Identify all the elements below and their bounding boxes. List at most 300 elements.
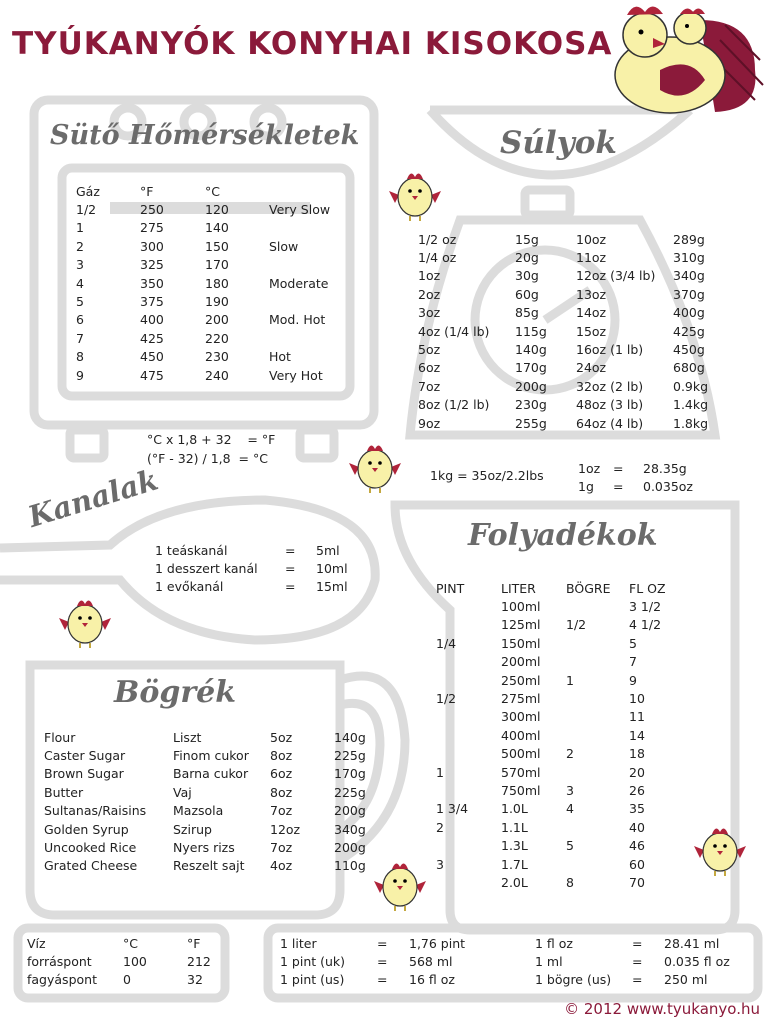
cups-row-cell: Caster Sugar: [44, 748, 126, 764]
liquids-row-cell: [436, 708, 501, 726]
liquids-row-cell: 750ml: [501, 782, 541, 798]
weights-conv-row: [578, 459, 703, 477]
liquids-row-cell: [436, 781, 501, 799]
liquids-row-cell: 11: [629, 709, 645, 725]
hen-with-chick-icon: [605, 0, 765, 120]
spoons-row-cell: 5ml: [316, 542, 340, 558]
cups-row: [44, 783, 374, 801]
oven-row: [76, 292, 359, 310]
weights-row: [418, 304, 713, 322]
cups-row-cell: 200g: [334, 803, 366, 819]
liquids-row: [436, 616, 674, 634]
chick-icon: [55, 592, 115, 652]
oven-row: [76, 348, 359, 366]
liquids-row-cell: 35: [629, 801, 645, 817]
oven-header-row-cell: [269, 182, 359, 200]
weights-row-cell: 8oz (1/2 lb): [418, 397, 490, 413]
cups-row-cell: Butter: [44, 784, 84, 800]
copyright-footer: © 2012 www.tyukanyo.hu: [564, 1000, 760, 1018]
water-row-cell: fagyáspont: [27, 972, 97, 988]
kg-note: 1kg = 35oz/2.2lbs: [430, 468, 544, 483]
cups-row-cell: 8oz: [270, 748, 293, 764]
weights-row-cell: 11oz: [576, 250, 607, 266]
cups-row-cell: Barna cukor: [173, 766, 249, 782]
weights-row-cell: 5oz: [418, 342, 441, 358]
weights-row-cell: 2oz: [418, 286, 441, 302]
weights-row-cell: 9oz: [418, 415, 441, 431]
liquids-row-cell: 125ml: [501, 617, 541, 633]
weights-row-cell: 85g: [515, 305, 539, 321]
oven-row: [76, 329, 359, 347]
liquids-row: [436, 653, 674, 671]
oven-header-row-cell: °C: [205, 183, 220, 199]
liquids-row-cell: 2: [566, 746, 574, 762]
oven-table: [76, 182, 359, 384]
oven-row-cell: 170: [205, 257, 229, 273]
oven-row-cell: 475: [140, 367, 164, 383]
volume-row: [280, 934, 744, 952]
spoons-row: [155, 541, 356, 559]
weights-row-cell: 13oz: [576, 286, 607, 302]
spoons-row-cell: =: [285, 561, 296, 577]
liquids-row-cell: [436, 836, 501, 854]
liquids-row: [436, 818, 674, 836]
liquids-row-cell: 3 1/2: [629, 599, 662, 615]
liquids-row-cell: [566, 689, 629, 707]
spoons-row: [155, 578, 356, 596]
spoons-table: [155, 541, 356, 596]
oven-row-cell: Mod. Hot: [269, 312, 326, 328]
cups-row-cell: Brown Sugar: [44, 766, 124, 782]
weights-row-cell: 32oz (2 lb): [576, 378, 644, 394]
volume-row-cell: 568 ml: [409, 954, 453, 970]
water-row-cell: 212: [187, 954, 211, 970]
spoons-row: [155, 559, 356, 577]
weights-row-cell: 7oz: [418, 378, 441, 394]
volume-row-cell: 1 fl oz: [535, 935, 573, 951]
weights-row: [418, 322, 713, 340]
liquids-row-cell: 8: [566, 874, 574, 890]
cups-row-cell: 140g: [334, 729, 366, 745]
liquids-row-cell: 1.3L: [501, 838, 528, 854]
cups-row-cell: 6oz: [270, 766, 293, 782]
oven-row-cell: 180: [205, 275, 229, 291]
weights-row-cell: 170g: [515, 360, 547, 376]
liquids-row-cell: 1.1L: [501, 819, 528, 835]
liquids-row-cell: 2: [436, 819, 444, 835]
cups-row-cell: Flour: [44, 729, 76, 745]
weights-row-cell: 115g: [515, 323, 547, 339]
liquids-row-cell: 570ml: [501, 764, 541, 780]
oven-row-cell: 4: [76, 275, 84, 291]
cups-row-cell: Grated Cheese: [44, 858, 138, 874]
liquids-row-cell: 1 3/4: [436, 801, 469, 817]
liquids-header-row-cell: FL OZ: [629, 580, 666, 596]
oven-row-cell: 190: [205, 294, 229, 310]
liquids-row-cell: [566, 855, 629, 873]
cups-row: [44, 857, 374, 875]
weights-row-cell: 289g: [673, 231, 705, 247]
volume-row-cell: =: [377, 935, 388, 951]
weights-row-cell: 0.9kg: [673, 378, 709, 394]
liquids-row-cell: 26: [629, 782, 645, 798]
liquids-row-cell: [566, 634, 629, 652]
cups-row-cell: Reszelt sajt: [173, 858, 245, 874]
liquids-heading: Folyadékok: [468, 518, 658, 553]
oven-row-cell: 5: [76, 294, 84, 310]
oven-header-row-cell: °F: [140, 183, 154, 199]
weights-conv-row-cell: 28.35g: [643, 460, 687, 476]
liquids-row-cell: 250ml: [501, 672, 541, 688]
spoons-row-cell: =: [285, 542, 296, 558]
water-row: [27, 952, 217, 970]
weights-conv-row-cell: 1g: [578, 479, 594, 495]
volume-row-cell: 28.41 ml: [664, 935, 720, 951]
liquids-row-cell: [566, 763, 629, 781]
volume-row-cell: 1 ml: [535, 954, 563, 970]
liquids-row-cell: 7: [629, 654, 637, 670]
weights-row-cell: 15g: [515, 231, 539, 247]
volume-row-cell: 1,76 pint: [409, 935, 466, 951]
spoons-row-cell: 1 evőkanál: [155, 579, 224, 595]
liquids-row-cell: 5: [566, 838, 574, 854]
oven-row-cell: 200: [205, 312, 229, 328]
water-row-cell: 0: [123, 972, 131, 988]
cups-row-cell: Golden Syrup: [44, 821, 129, 837]
chick-icon: [690, 820, 750, 880]
weights-row-cell: 255g: [515, 415, 547, 431]
liquids-row-cell: 46: [629, 838, 645, 854]
liquids-row: [436, 873, 674, 891]
oven-header-row-cell: Gáz: [76, 183, 100, 199]
volume-row-cell: 1 pint (us): [280, 972, 345, 988]
liquids-row-cell: 4 1/2: [629, 617, 662, 633]
water-row-cell: Víz: [27, 935, 46, 951]
weights-row-cell: 60g: [515, 286, 539, 302]
water-table: [27, 934, 217, 989]
weights-row-cell: 1oz: [418, 268, 441, 284]
cups-row-cell: 12oz: [270, 821, 301, 837]
cups-row-cell: 225g: [334, 784, 366, 800]
weights-row-cell: 4oz (1/4 lb): [418, 323, 490, 339]
liquids-row-cell: [436, 726, 501, 744]
cups-row-cell: 110g: [334, 858, 366, 874]
water-row: [27, 971, 217, 989]
spoons-row-cell: 1 teáskanál: [155, 542, 228, 558]
oven-row-cell: [269, 329, 359, 347]
volume-row-cell: =: [377, 954, 388, 970]
weights-row-cell: 140g: [515, 342, 547, 358]
cups-row: [44, 802, 374, 820]
liquids-row-cell: 60: [629, 856, 645, 872]
weights-row-cell: 24oz: [576, 360, 607, 376]
weights-heading: Súlyok: [500, 125, 617, 161]
oven-row-cell: 6: [76, 312, 84, 328]
oven-heading: Sütő Hőmérsékletek: [50, 120, 360, 151]
cups-row-cell: Nyers rizs: [173, 840, 235, 856]
weights-row: [418, 396, 713, 414]
weights-row: [418, 285, 713, 303]
liquids-row-cell: 1: [566, 672, 574, 688]
oven-row-cell: 250: [140, 202, 164, 218]
oven-header-row: [76, 182, 359, 200]
oven-row: [76, 366, 359, 384]
water-row-cell: 100: [123, 954, 147, 970]
oven-row-cell: 120: [205, 202, 229, 218]
cups-row-cell: Liszt: [173, 729, 202, 745]
oven-row-cell: 1/2: [76, 202, 97, 218]
liquids-row: [436, 745, 674, 763]
liquids-row-cell: 100ml: [501, 599, 541, 615]
weights-conv-row-cell: =: [613, 460, 624, 476]
liquids-row-cell: 70: [629, 874, 645, 890]
weights-row-cell: 340g: [673, 268, 705, 284]
water-row-cell: 32: [187, 972, 203, 988]
oven-row-cell: Very Hot: [269, 367, 323, 383]
weights-row-cell: 370g: [673, 286, 705, 302]
weights-row: [418, 267, 713, 285]
oven-row-cell: 1: [76, 220, 84, 236]
volume-row-cell: 250 ml: [664, 972, 708, 988]
weights-row-cell: 1.4kg: [673, 397, 709, 413]
cups-row-cell: 200g: [334, 840, 366, 856]
weights-row-cell: 6oz: [418, 360, 441, 376]
oven-row-cell: 9: [76, 367, 84, 383]
weights-row-cell: 10oz: [576, 231, 607, 247]
cups-row: [44, 765, 374, 783]
liquids-table: [436, 579, 674, 892]
formula-f-to-c: (°F - 32) / 1,8 = °C: [147, 451, 268, 466]
weights-row: [418, 230, 713, 248]
oven-row: [76, 256, 359, 274]
weights-row-cell: 15oz: [576, 323, 607, 339]
cups-row-cell: 8oz: [270, 784, 293, 800]
liquids-row-cell: 275ml: [501, 691, 541, 707]
liquids-row: [436, 634, 674, 652]
weights-row-cell: 20g: [515, 250, 539, 266]
cups-row-cell: 170g: [334, 766, 366, 782]
liquids-row: [436, 763, 674, 781]
formula-c-to-f: °C x 1,8 + 32 = °F: [147, 432, 276, 447]
liquids-row: [436, 855, 674, 873]
weights-row: [418, 340, 713, 358]
volume-row-cell: =: [632, 954, 643, 970]
chick-icon: [345, 437, 405, 497]
cups-row: [44, 820, 374, 838]
weights-row-cell: 14oz: [576, 305, 607, 321]
volume-table: [280, 934, 744, 989]
liquids-row-cell: [566, 708, 629, 726]
oven-row: [76, 219, 359, 237]
liquids-row-cell: 3: [436, 856, 444, 872]
oven-row-cell: 7: [76, 330, 84, 346]
water-row: [27, 934, 217, 952]
liquids-row: [436, 800, 674, 818]
oven-row-cell: 240: [205, 367, 229, 383]
liquids-row-cell: 1: [436, 764, 444, 780]
oven-row-cell: 325: [140, 257, 164, 273]
liquids-row-cell: 4: [566, 801, 574, 817]
cups-row: [44, 746, 374, 764]
oven-row-cell: 3: [76, 257, 84, 273]
oven-row-cell: [269, 219, 359, 237]
liquids-row-cell: [436, 653, 501, 671]
cups-row-cell: 7oz: [270, 803, 293, 819]
oven-row-cell: 275: [140, 220, 164, 236]
weights-row-cell: 450g: [673, 342, 705, 358]
weights-row: [418, 248, 713, 266]
oven-row-cell: 425: [140, 330, 164, 346]
liquids-row-cell: 1/4: [436, 635, 457, 651]
oven-row-cell: 375: [140, 294, 164, 310]
cups-row-cell: Uncooked Rice: [44, 840, 137, 856]
cups-row-cell: 4oz: [270, 858, 293, 874]
chick-icon: [385, 165, 445, 225]
liquids-row-cell: 150ml: [501, 635, 541, 651]
liquids-row-cell: 40: [629, 819, 645, 835]
weights-row: [418, 377, 713, 395]
liquids-row-cell: 400ml: [501, 727, 541, 743]
weights-row-cell: 3oz: [418, 305, 441, 321]
oven-row-cell: Moderate: [269, 275, 329, 291]
liquids-row-cell: 200ml: [501, 654, 541, 670]
liquids-header-row-cell: LITER: [501, 580, 536, 596]
cups-row-cell: Vaj: [173, 784, 192, 800]
volume-row-cell: 1 liter: [280, 935, 317, 951]
weights-row-cell: 16oz (1 lb): [576, 342, 644, 358]
cups-row-cell: 225g: [334, 748, 366, 764]
cups-row-cell: Szirup: [173, 821, 212, 837]
liquids-row-cell: 14: [629, 727, 645, 743]
oven-row: [76, 200, 359, 218]
weights-row-cell: 30g: [515, 268, 539, 284]
liquids-row: [436, 689, 674, 707]
oven-row-cell: 450: [140, 349, 164, 365]
liquids-row-cell: 5: [629, 635, 637, 651]
liquids-row-cell: 2.0L: [501, 874, 528, 890]
spoons-row-cell: =: [285, 579, 296, 595]
volume-row-cell: 16 fl oz: [409, 972, 455, 988]
cups-row-cell: Finom cukor: [173, 748, 249, 764]
liquids-row-cell: 300ml: [501, 709, 541, 725]
liquids-row-cell: 1.0L: [501, 801, 528, 817]
volume-row-cell: 0.035 fl oz: [664, 954, 730, 970]
volume-row-cell: =: [632, 972, 643, 988]
liquids-row-cell: [436, 873, 501, 891]
cups-row-cell: 7oz: [270, 840, 293, 856]
page-title: TYÚKANYÓK KONYHAI KISOKOSA: [12, 26, 613, 62]
water-row-cell: forráspont: [27, 954, 92, 970]
liquids-row: [436, 597, 674, 615]
spoons-row-cell: 15ml: [316, 579, 348, 595]
weights-table: [418, 230, 713, 432]
liquids-header-row-cell: PINT: [436, 580, 465, 596]
liquids-row-cell: 1.7L: [501, 856, 528, 872]
spoons-row-cell: 1 desszert kanál: [155, 561, 258, 577]
liquids-row-cell: 3: [566, 782, 574, 798]
liquids-row: [436, 671, 674, 689]
liquids-row-cell: 1/2: [436, 691, 457, 707]
liquids-row-cell: [436, 671, 501, 689]
weights-row-cell: 200g: [515, 378, 547, 394]
oven-row-cell: [269, 256, 359, 274]
oven-row-cell: 150: [205, 238, 229, 254]
spoons-heading: Kanalak: [24, 462, 162, 534]
oven-row-cell: Very Slow: [269, 202, 331, 218]
liquids-row-cell: [566, 818, 629, 836]
weights-row: [418, 414, 713, 432]
weights-row-cell: 425g: [673, 323, 705, 339]
weights-row-cell: 680g: [673, 360, 705, 376]
weights-row-cell: 12oz (3/4 lb): [576, 268, 656, 284]
cups-row-cell: Sultanas/Raisins: [44, 803, 147, 819]
cups-heading: Bögrék: [114, 675, 237, 710]
volume-row-cell: =: [632, 935, 643, 951]
liquids-header-row: [436, 579, 674, 597]
water-row-cell: °F: [187, 935, 201, 951]
spoons-row-cell: 10ml: [316, 561, 348, 577]
weights-conv-row: [578, 477, 703, 495]
liquids-row: [436, 781, 674, 799]
weights-row-cell: 1/4 oz: [418, 250, 457, 266]
weights-row-cell: 64oz (4 lb): [576, 415, 644, 431]
oven-row: [76, 274, 359, 292]
cups-row-cell: Mazsola: [173, 803, 224, 819]
water-row-cell: °C: [123, 935, 138, 951]
cups-table: [44, 728, 374, 875]
volume-row-cell: =: [377, 972, 388, 988]
liquids-row-cell: 20: [629, 764, 645, 780]
oven-row-cell: 220: [205, 330, 229, 346]
cups-row: [44, 838, 374, 856]
cups-row-cell: 340g: [334, 821, 366, 837]
oven-row-cell: [269, 292, 359, 310]
liquids-row-cell: 18: [629, 746, 645, 762]
weights-row-cell: 48oz (3 lb): [576, 397, 644, 413]
weights-conv-row-cell: 0.035oz: [643, 479, 693, 495]
liquids-row: [436, 836, 674, 854]
weights-row-cell: 230g: [515, 397, 547, 413]
oven-row-cell: Hot: [269, 349, 291, 365]
weights-conv-table: [578, 459, 703, 496]
oven-row-cell: 8: [76, 349, 84, 365]
liquids-header-row-cell: BÖGRE: [566, 580, 611, 596]
oven-row-cell: 400: [140, 312, 164, 328]
liquids-row-cell: [566, 597, 629, 615]
oven-row-cell: 230: [205, 349, 229, 365]
liquids-row-cell: [566, 653, 629, 671]
weights-row-cell: 1/2 oz: [418, 231, 457, 247]
weights-conv-row-cell: 1oz: [578, 460, 601, 476]
liquids-row-cell: [436, 745, 501, 763]
oven-row-cell: 2: [76, 238, 84, 254]
volume-row: [280, 952, 744, 970]
oven-row-cell: 140: [205, 220, 229, 236]
oven-row: [76, 237, 359, 255]
liquids-row-cell: [436, 616, 501, 634]
weights-row-cell: 400g: [673, 305, 705, 321]
oven-row-cell: 300: [140, 238, 164, 254]
liquids-row-cell: [436, 597, 501, 615]
volume-row-cell: 1 pint (uk): [280, 954, 346, 970]
oven-row: [76, 311, 359, 329]
volume-row-cell: 1 bögre (us): [535, 972, 612, 988]
weights-conv-row-cell: =: [613, 479, 624, 495]
weights-row-cell: 1.8kg: [673, 415, 709, 431]
cups-row-cell: 5oz: [270, 729, 293, 745]
liquids-row: [436, 708, 674, 726]
liquids-row-cell: 10: [629, 691, 645, 707]
